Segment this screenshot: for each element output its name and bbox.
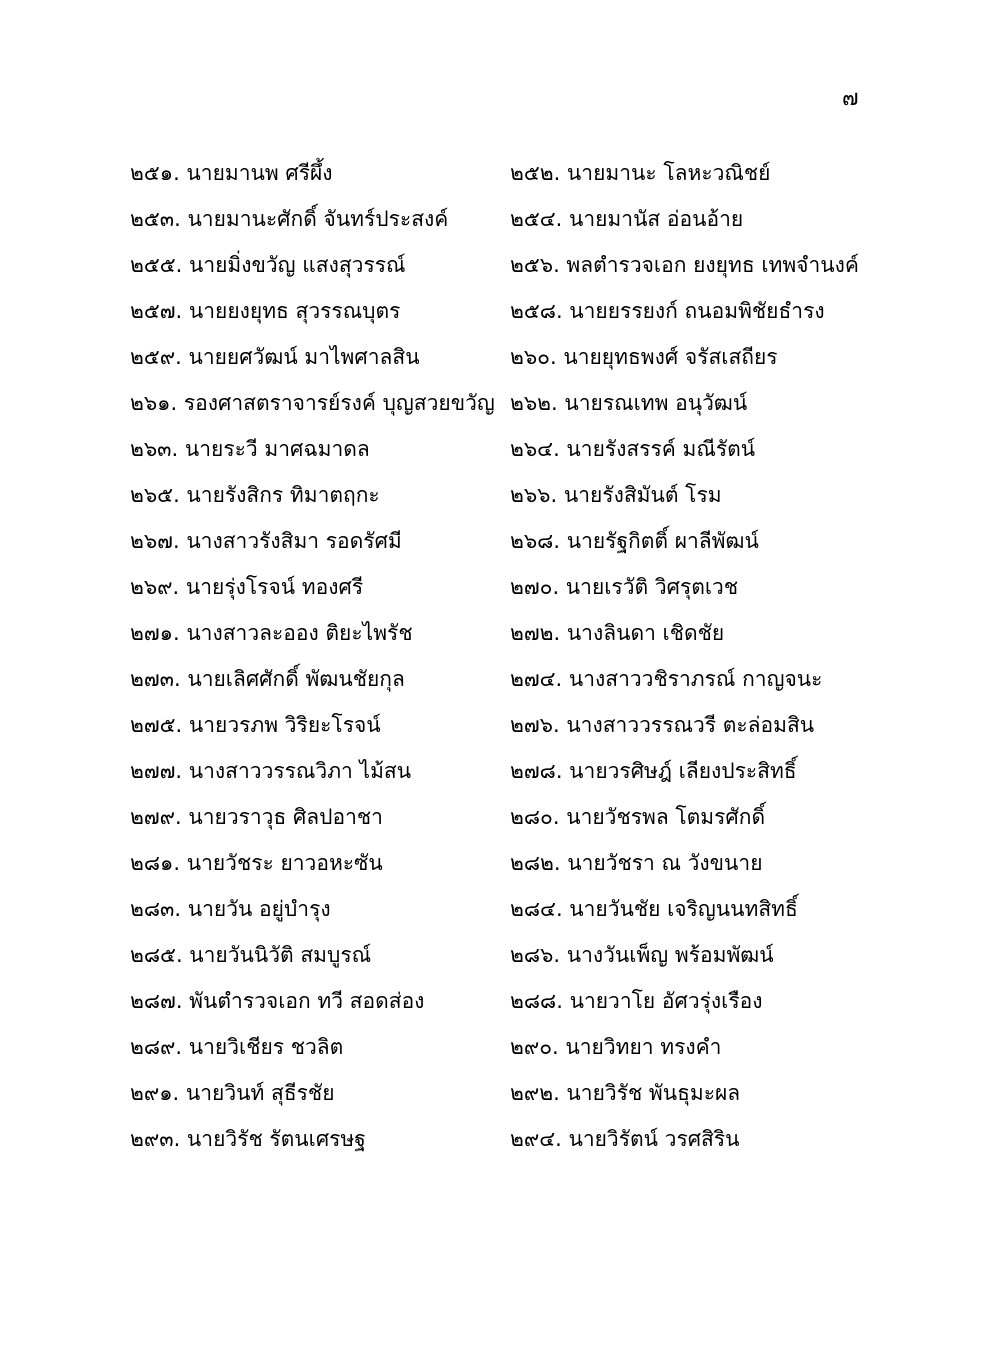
list-item: ๒๖๓. นายระวี มาศฉมาดล — [130, 437, 370, 461]
list-row — [0, 564, 997, 610]
list-item: ๒๘๗. พันตำรวจเอก ทวี สอดส่อง — [130, 989, 425, 1013]
list-item: ๒๖๗. นางสาวรังสิมา รอดรัศมี — [130, 529, 402, 553]
list-item: ๒๖๑. รองศาสตราจารย์รงค์ บุญสวยขวัญ — [130, 391, 495, 415]
list-item: ๒๙๒. นายวิรัช พันธุมะผล — [510, 1081, 741, 1105]
list-item: ๒๘๒. นายวัชรา ณ วังขนาย — [510, 851, 763, 875]
list-item: ๒๖๕. นายรังสิกร ทิมาตฤกะ — [130, 483, 380, 507]
list-item: ๒๙๔. นายวิรัตน์ วรศสิริน — [510, 1127, 740, 1151]
list-item: ๒๗๑. นางสาวละออง ติยะไพรัช — [130, 621, 413, 645]
list-row — [0, 1024, 997, 1070]
list-item: ๒๗๕. นายวรภพ วิริยะโรจน์ — [130, 713, 381, 737]
list-item: ๒๗๗. นางสาววรรณวิภา ไม้สน — [130, 759, 412, 783]
list-row — [0, 150, 997, 196]
list-item: ๒๗๘. นายวรศิษฎ์ เลียงประสิทธิ์ — [510, 759, 797, 783]
list-item: ๒๙๐. นายวิทยา ทรงคำ — [510, 1035, 722, 1059]
list-item: ๒๗๒. นางลินดา เชิดชัย — [510, 621, 725, 645]
list-row — [0, 840, 997, 886]
list-item: ๒๘๘. นายวาโย อัศวรุ่งเรือง — [510, 989, 763, 1013]
page-number: ๗ — [842, 86, 859, 111]
list-item: ๒๕๒. นายมานะ โลหะวณิชย์ — [510, 161, 771, 185]
list-item: ๒๕๖. พลตำรวจเอก ยงยุทธ เทพจำนงค์ — [510, 253, 859, 277]
list-item: ๒๕๔. นายมานัส อ่อนอ้าย — [510, 207, 744, 231]
list-row — [0, 334, 997, 380]
list-item: ๒๕๗. นายยงยุทธ สุวรรณบุตร — [130, 299, 401, 323]
list-item: ๒๘๔. นายวันชัย เจริญนนทสิทธิ์ — [510, 897, 798, 921]
list-row — [0, 380, 997, 426]
list-row — [0, 242, 997, 288]
list-row — [0, 610, 997, 656]
list-item: ๒๘๙. นายวิเชียร ชวลิต — [130, 1035, 344, 1059]
list-item: ๒๗๙. นายวราวุธ ศิลปอาชา — [130, 805, 383, 829]
list-item: ๒๕๘. นายยรรยงก์ ถนอมพิชัยธำรง — [510, 299, 825, 323]
list-item: ๒๕๙. นายยศวัฒน์ มาไพศาลสิน — [130, 345, 420, 369]
list-row — [0, 656, 997, 702]
list-item: ๒๗๐. นายเรวัติ วิศรุตเวช — [510, 575, 739, 599]
list-item: ๒๕๓. นายมานะศักดิ์ จันทร์ประสงค์ — [130, 207, 449, 231]
list-row — [0, 978, 997, 1024]
name-list — [0, 150, 997, 1162]
list-item: ๒๘๑. นายวัชระ ยาวอหะซัน — [130, 851, 383, 875]
list-item: ๒๗๖. นางสาววรรณวรี ตะล่อมสิน — [510, 713, 815, 737]
list-row — [0, 932, 997, 978]
list-item: ๒๖๙. นายรุ่งโรจน์ ทองศรี — [130, 575, 364, 599]
list-row — [0, 886, 997, 932]
list-item: ๒๕๕. นายมิ่งขวัญ แสงสุวรรณ์ — [130, 253, 406, 277]
list-item: ๒๖๒. นายรณเทพ อนุวัฒน์ — [510, 391, 748, 415]
list-row — [0, 472, 997, 518]
list-row — [0, 288, 997, 334]
list-item: ๒๖๘. นายรัฐกิตติ์ ผาลีพัฒน์ — [510, 529, 759, 553]
list-item: ๒๙๓. นายวิรัช รัตนเศรษฐ — [130, 1127, 366, 1151]
list-item: ๒๖๖. นายรังสิมันต์ โรม — [510, 483, 722, 507]
list-item: ๒๘๐. นายวัชรพล โตมรศักดิ์ — [510, 805, 766, 829]
list-item: ๒๘๓. นายวัน อยู่บำรุง — [130, 897, 331, 921]
list-row — [0, 1116, 997, 1162]
list-item: ๒๗๓. นายเลิศศักดิ์ พัฒนชัยกุล — [130, 667, 405, 691]
list-row — [0, 748, 997, 794]
list-row — [0, 518, 997, 564]
list-item: ๒๙๑. นายวินท์ สุธีรชัย — [130, 1081, 335, 1105]
list-item: ๒๗๔. นางสาววชิราภรณ์ กาญจนะ — [510, 667, 823, 691]
list-item: ๒๖๔. นายรังสรรค์ มณีรัตน์ — [510, 437, 756, 461]
list-row — [0, 196, 997, 242]
list-row — [0, 702, 997, 748]
list-row — [0, 426, 997, 472]
list-item: ๒๘๖. นางวันเพ็ญ พร้อมพัฒน์ — [510, 943, 774, 967]
list-row — [0, 1070, 997, 1116]
list-row — [0, 794, 997, 840]
list-item: ๒๕๑. นายมานพ ศรีผึ้ง — [130, 161, 333, 185]
list-item: ๒๖๐. นายยุทธพงศ์ จรัสเสถียร — [510, 345, 778, 369]
list-item: ๒๘๕. นายวันนิวัติ สมบูรณ์ — [130, 943, 372, 967]
